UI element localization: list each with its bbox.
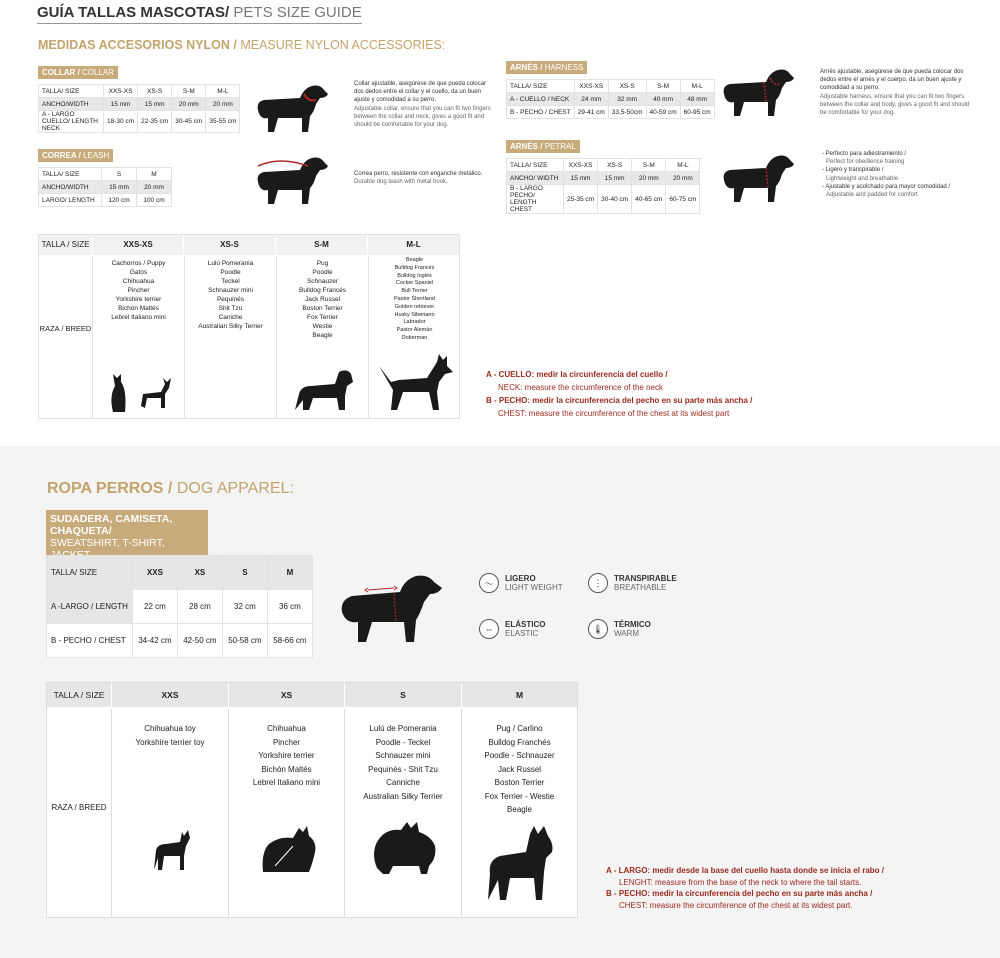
apparel-tag: SUDADERA, CAMISETA, CHAQUETA/ SWEATSHIRT, T-SHIRT, — [46, 510, 208, 564]
harness-description: Arnés ajustable, asegúrese de que pueda colocar dos dedos entre el arnés y el cuerpo, da un buen ajuste y comodidad a su perro. Adjustable harness, ensure that you can fit two fingers between the collar and body, gives a good fit and should be comfortable for your dog. — [820, 69, 970, 117]
apparel-size-table: TALLA/ SIZE XXS XS S M A -LARGO / LENGTH 22 cm 28 cm 32 cm 36 cm B - PECHO / CHEST 34-42 cm 42-50 cm 50-58 cm 58-66 cm — [46, 555, 313, 658]
breed-list-item: Fox Terrier — [307, 314, 338, 321]
breed-label: RAZA / BREED — [39, 324, 92, 333]
breed-list-item: Pequinés — [216, 296, 245, 303]
petral-feature-item: - Ligero y transpirable / Lightweight and breathable — [822, 167, 899, 182]
nylon-breed-table: TALLA / SIZE XXS-XS XS-S S-M M-L RAZA / BREED Cachorros / Puppy Gatos Chihuahua Pincher Yorkshire terrier Bichón Maltés Lebrel Italiano mini Lulú Pomerania Poodle Teckel Schnauzer mini Pequinés Shit Tzu Caniche Australian Silky Terrier Pug Poodle Schnauzer Bulldog Francés Jack Russel Boston Terrier Fox Terrier Westie Beagle Beagle Bulldog Francés Bulldog Inglés Cocker Spaniel Bull Terrier Pastor Shertland Golden retriever Husky Siberiano Labrador Pastor Alemán Doberman — [38, 234, 460, 419]
breed-list-item: Bulldog Francés — [394, 264, 435, 271]
apparel-col-xxs — [111, 708, 228, 917]
breed-list-item: Jack Russel — [497, 764, 542, 774]
breed-list-item: Cachorros / Puppy — [111, 260, 166, 267]
breed-list-item: Bichón Maltés — [118, 305, 159, 312]
breed-list-item: Beagle — [405, 257, 424, 263]
breed-list-item: Canniche — [386, 778, 420, 787]
nylon-notes: A - CUELLO: medir la circunferencia del cuello / NECK: measure the circumference of the neck B - PECHO: medir la circunferencia del pecho en su parte más ancha / CHEST: measure the circumference of the chest at its widest part — [486, 370, 753, 418]
collar-description: Collar ajustable, asegúrese de que pueda colocar dos dedos entre el collar y el cuello, da un buen ajuste y comodidad a su perro. Adjustable collar, ensure that you can fit two fingers between the collar and neck, gives a good fit and should be comfortable for your dog. — [354, 81, 491, 129]
breed-list-item: Poodle - Schnauzer — [484, 751, 555, 760]
apparel-col-s — [344, 708, 461, 917]
breed-col-xxs-xs — [92, 256, 184, 418]
breed-list-item: Gatos — [129, 269, 148, 276]
feature-warm: 🌡 TÉRMICO WARM — [588, 619, 651, 639]
breed-list-item: Lulú de Pomerania — [369, 724, 437, 733]
breed-list-item: Chihuahua — [267, 724, 306, 733]
breed-list-item: Schnauzer mini — [208, 287, 253, 294]
breed-list-item: Caniche — [218, 314, 243, 321]
doberman-illustration — [377, 352, 455, 414]
breed-list-item: Poodle - Teckel — [375, 737, 431, 747]
breed-list-item: Shit Tzu — [218, 305, 243, 312]
breed-list-item: Boston Terrier — [302, 305, 343, 312]
breed-list-item: Bulldog Franchés — [488, 737, 551, 747]
breed-list-item: Pincher — [127, 287, 150, 294]
feature-breathable: ⋮ TRANSPIRABLE BREATHABLE — [588, 573, 677, 593]
breed-list-item: Pastor Shertland — [394, 295, 435, 302]
thermometer-icon: 🌡 — [588, 619, 608, 639]
feather-icon: 〜 — [479, 573, 499, 593]
petral-features — [822, 150, 982, 199]
dog-harness-illustration — [720, 64, 800, 120]
breed-col-xs-s — [184, 256, 276, 418]
breed-list-item: Yorkshire terrier — [258, 751, 315, 760]
dog-apparel-illustration — [338, 572, 446, 644]
breed-list-item: Husky Siberiano — [394, 311, 435, 318]
leash-tag: CORREA / LEASH — [38, 149, 113, 162]
breed-list-item: Bichón Maltés — [261, 764, 312, 774]
breed-list-item: Australian Silky Terrier — [363, 791, 443, 801]
breed-list-item: Beagle — [312, 332, 333, 339]
breed-list-item: Beagle — [507, 805, 532, 814]
page-title: GUÍA TALLAS MASCOTAS/ PETS SIZE GUIDE — [37, 4, 362, 24]
breed-list-item: Lulú Pomerania — [207, 260, 254, 267]
breed-list-item: Pug / Carlino — [496, 724, 543, 733]
breed-list-item: Cocker Spaniel — [395, 280, 434, 287]
breed-list-item: Yorkshire terrier toy — [135, 737, 205, 747]
breed-list-item: Schnauzer mini — [375, 751, 431, 760]
apparel-breed-table: TALLA / SIZE XXS XS S M RAZA / BREED Chihuahua toy Yorkshire terrier toy Chihuahua Pincher Yorkshire terrier Bichón Maltés Lebrel Italiano mini Lulú de Pomerania Poodle - Teckel Schnauzer mini Pequinés - Shit Tzu Canniche Australian Silky Terrier Pug / Carlino Bulldog Franchés Poodle - Schnauzer Jack Russel Boston Terrier Fox Terrier - Westie Beagle — [46, 682, 578, 918]
petral-feature-item: - Perfecto para adiestramiento / Perfect for obedience training — [822, 151, 907, 166]
breed-list-item: Pequinés - Shit Tzu — [368, 764, 438, 774]
feature-light: 〜 LIGERO LIGHT WEIGHT — [479, 573, 563, 593]
leash-description: Correa perro, resistente con enganche metálico. Durable dog leash with metal hook. — [354, 171, 483, 186]
breed-col-s-m — [276, 256, 368, 418]
breed-list-item: Boston Terrier — [494, 778, 545, 787]
breed-list-item: Pug — [316, 260, 329, 267]
breed-list-item: Fox Terrier - Westie — [484, 791, 555, 801]
breed-label: RAZA / BREED — [51, 803, 107, 812]
apparel-heading: ROPA PERROS / DOG APPAREL: — [47, 480, 294, 497]
breed-list-item: Poodle — [220, 269, 241, 276]
breed-list-item: Teckel — [221, 278, 240, 285]
collar-size-table: TALLA/ SIZE XXS-XS XS-S S-M M-L ANCHO/WIDTH 15 mm 15 mm 20 mm 20 mm A - LARGO CUELLO/ LENGTH NECK 18-30 cm 22-35 cm 30-45 cm 35-55 cm — [38, 84, 240, 133]
breed-list-item: Bulldog Inglés — [397, 272, 432, 279]
breed-list-item: Australian Silky Terrier — [198, 323, 263, 330]
petral-feature-item: - Ajustable y acolchado para mayor comodidad / Adjustable and padded for comfort — [822, 183, 951, 199]
dog-collar-illustration — [254, 80, 330, 136]
harness-size-table: TALLA/ SIZE XXS-XS XS-S S-M M-L A - CUELLO / NECK 24 mm 32 mm 40 mm 48 mm B - PECHO / CHEST 29-41 cm 33,5-50cm 40-59 cm 60-95 cm — [506, 79, 715, 119]
breed-list-item: Labrador — [403, 319, 426, 326]
cat-chihuahua-illustration — [105, 366, 175, 414]
pomeranian-illustration — [371, 818, 439, 876]
breed-list-item: Pincher — [272, 737, 301, 747]
schnauzer-illustration — [291, 366, 357, 414]
apparel-col-xs — [228, 708, 344, 917]
leash-size-table: TALLA/ SIZE S M ANCHO/WIDTH 15 mm 20 mm LARGO/ LENGTH 120 cm 100 cm — [38, 167, 172, 207]
breed-list-item: Lebrel Italiano mini — [111, 314, 166, 321]
breed-list-item: Chihuahua toy — [144, 724, 196, 733]
breed-list-item: Chihuahua — [122, 278, 155, 285]
dog-leash-illustration — [254, 152, 334, 208]
breed-list-item: Bull Terrier — [401, 288, 428, 295]
elastic-icon: ⇔ — [479, 619, 499, 639]
breed-list-item: Schnauzer — [306, 278, 339, 285]
apparel-col-m — [461, 708, 577, 917]
breed-list-item: Yorkshire terrier — [115, 296, 162, 303]
petral-tag: ARNÉS / PETRAL — [506, 140, 580, 153]
petral-size-table: TALLA/ SIZE XXS-XS XS-S S-M M-L ANCHO/ WIDTH 15 mm 15 mm 20 mm 20 mm B - LARGO PECHO/ LENGTH CHEST 25-35 cm 30-40 cm 40-65 cm 60-75 cm — [506, 158, 700, 214]
breed-list-item: Bulldog Francés — [299, 287, 346, 294]
breathable-icon: ⋮ — [588, 573, 608, 593]
apparel-notes: A - LARGO: medir desde la base del cuello hasta donde se inicia el rabo / LENGHT: measure from the base of the neck to where the tail starts. B - PECHO: medir la circunferencia del pecho en su parte más ancha / CHEST: measure the circumference of the chest at its widest part. — [606, 866, 884, 910]
french-bulldog-illustration — [482, 824, 558, 904]
chihuahua-toy-illustration — [150, 826, 194, 874]
breed-list-item: Lebrel Italiano mini — [252, 778, 321, 787]
breed-list-item: Pastor Alemán — [396, 327, 433, 334]
harness-tag: ARNÉS / HARNESS — [506, 61, 587, 74]
breed-col-m-l — [368, 256, 460, 418]
breed-list-item: Westie — [312, 323, 333, 330]
yorkshire-illustration — [259, 822, 319, 876]
breed-list-item: Poodle — [312, 269, 333, 276]
breed-list-item: Golden retriever — [394, 303, 435, 310]
breed-list-item: Doberman — [401, 334, 428, 341]
feature-elastic: ⇔ ELÁSTICO ELASTIC — [479, 619, 545, 639]
breed-list-item: Jack Russel — [304, 296, 341, 303]
collar-tag: COLLAR / COLLAR — [38, 66, 118, 79]
dog-petral-illustration — [720, 150, 800, 206]
nylon-heading: MEDIDAS ACCESORIOS NYLON / MEASURE NYLON ACCESSORIES: — [38, 38, 446, 52]
